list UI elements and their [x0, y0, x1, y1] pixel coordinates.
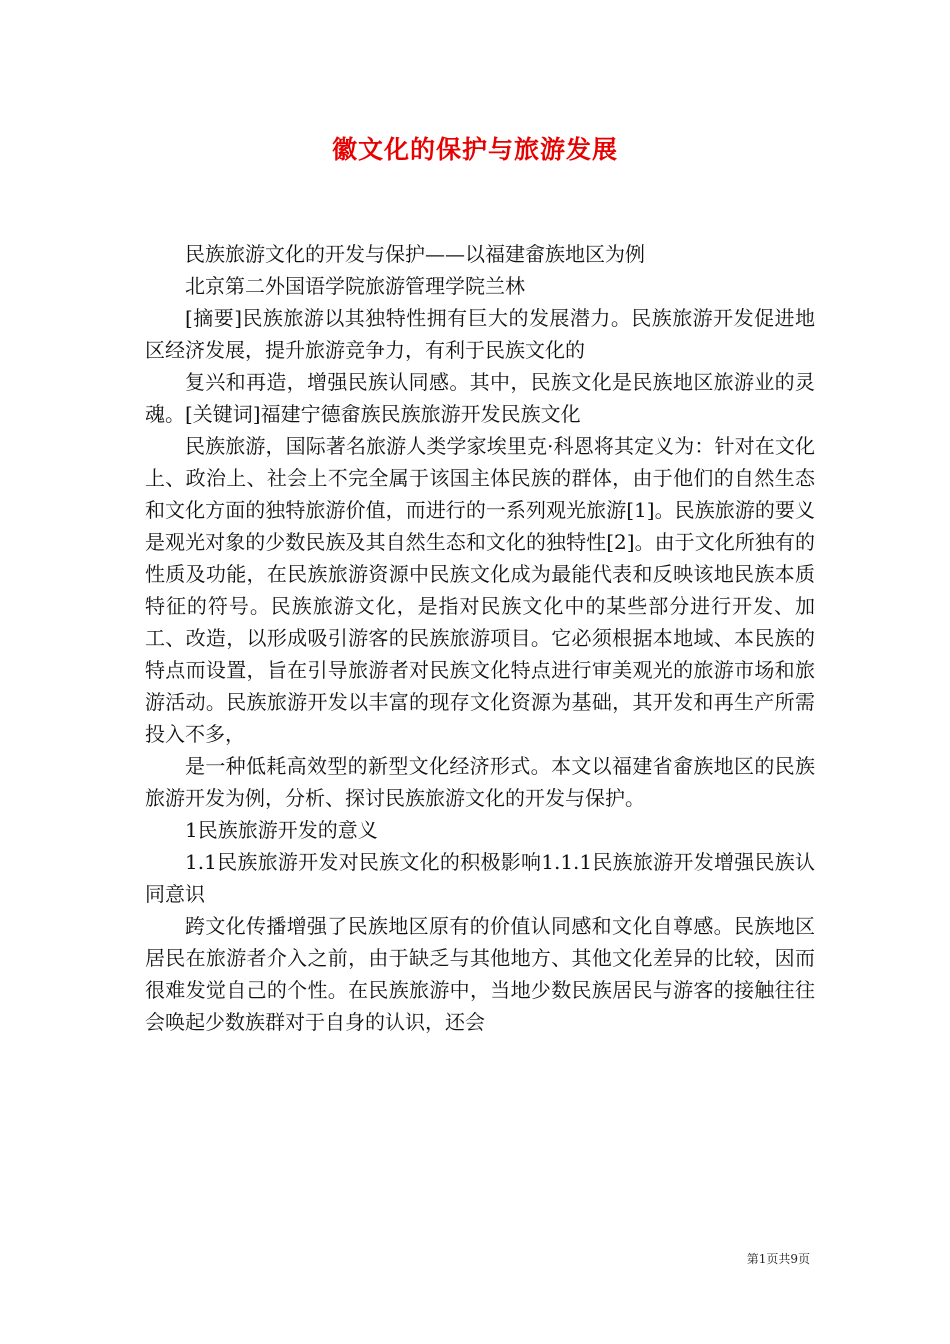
subtitle-paragraph: 民族旅游文化的开发与保护——以福建畲族地区为例: [185, 242, 645, 266]
page-number: 第1页共9页: [746, 1252, 810, 1266]
body-paragraph: 民族旅游，国际著名旅游人类学家埃里克·科恩将其定义为：针对在文化上、政治上、社会上不完全属于该国主体民族的群体，由于他们的自然生态和文化方面的独特旅游价值，而进行的一系列观光旅游[1]。民族旅游的要义是观光对象的少数民族及其自然生态和文化的独特性[2]。由于文化所独有的性质及功能，在民族旅游资源中民族文化成为最能代表和反映该地民族本质特征的符号。民族旅游文化，是指对民族文化中的某些部分进行开发、加工、改造，以形成吸引游客的民族旅游项目。它必须根据本地域、本民族的特点而设置，旨在引导旅游者对民族文化特点进行审美观光的旅游市场和旅游活动。民族旅游开发以丰富的现存文化资源为基础，其开发和再生产所需投入不多，: [145, 434, 815, 746]
body-paragraph: 跨文化传播增强了民族地区原有的价值认同感和文化自尊感。民族地区居民在旅游者介入之前，由于缺乏与其他地方、其他文化差异的比较，因而很难发觉自己的个性。在民族旅游中，当地少数民族居民与游客的接触往往会唤起少数族群对于自身的认识，还会: [145, 914, 815, 1034]
section-heading: 1民族旅游开发的意义: [185, 818, 378, 842]
abstract-paragraph: [摘要]民族旅游以其独特性拥有巨大的发展潜力。民族旅游开发促进地区经济发展，提升旅游竞争力，有利于民族文化的: [145, 306, 815, 362]
abstract-keywords-paragraph: 复兴和再造，增强民族认同感。其中，民族文化是民族地区旅游业的灵魂。[关键词]福建宁德畲族民族旅游开发民族文化: [145, 370, 815, 426]
subsection-heading: 1.1民族旅游开发对民族文化的积极影响1.1.1民族旅游开发增强民族认同意识: [145, 850, 815, 906]
document-body: [145, 238, 815, 1038]
body-paragraph: 是一种低耗高效型的新型文化经济形式。本文以福建省畲族地区的民族旅游开发为例，分析、探讨民族旅游文化的开发与保护。: [145, 754, 815, 810]
document-title: 徽文化的保护与旅游发展: [331, 135, 618, 164]
author-paragraph: 北京第二外国语学院旅游管理学院兰林: [185, 274, 525, 298]
